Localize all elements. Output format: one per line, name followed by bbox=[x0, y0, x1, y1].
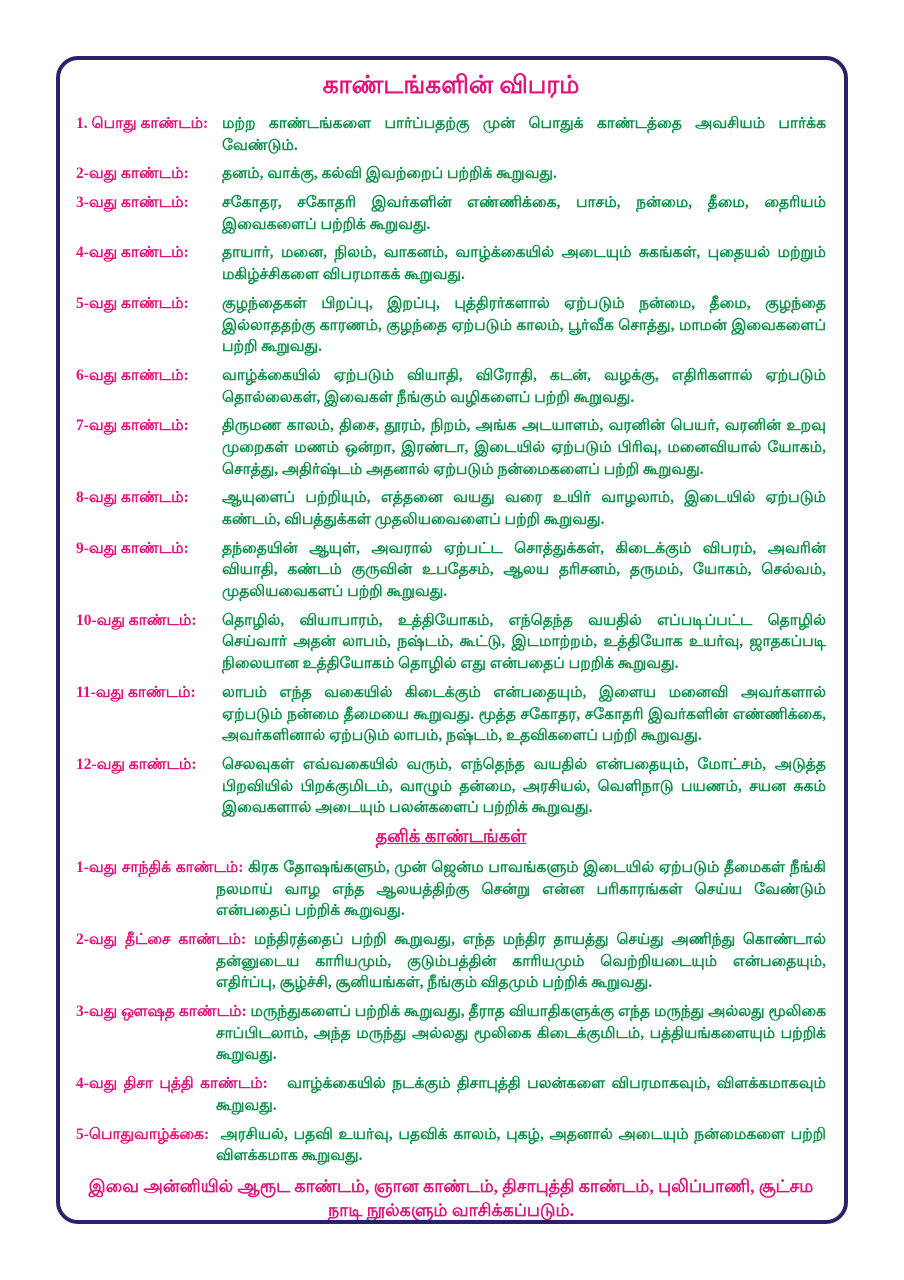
special-kandam-label: 1-வது சாந்திக் காண்டம்: bbox=[76, 858, 244, 876]
kandam-description: மற்ற காண்டங்களை பார்ப்பதற்கு முன் பொதுக் காண்டத்தை அவசியம் பார்க்க வேண்டும். bbox=[222, 115, 826, 154]
special-section-heading: தனிக் காண்டங்கள் bbox=[375, 825, 527, 846]
special-kandam-item bbox=[76, 857, 826, 922]
kandam-item bbox=[76, 610, 826, 675]
kandam-item bbox=[76, 754, 826, 819]
kandam-description: வாழ்க்கையில் ஏற்படும் வியாதி, விரோதி, கடன், வழக்கு, எதிரிகளால் ஏற்படும் தொல்லைகள், இவைகள் நீங்கும் வழிகளைப் பற்றி கூறுவது. bbox=[222, 366, 826, 406]
special-kandam-item bbox=[76, 1073, 826, 1116]
kandam-item bbox=[76, 365, 826, 408]
special-kandam-item bbox=[76, 929, 826, 994]
kandam-item bbox=[76, 538, 826, 603]
kandam-label: 10-வது காண்டம்: bbox=[76, 611, 197, 629]
kandam-item bbox=[76, 487, 826, 530]
kandam-item bbox=[76, 163, 826, 185]
kandam-label: 2-வது காண்டம்: bbox=[76, 165, 189, 183]
kandam-label: 3-வது காண்டம்: bbox=[76, 194, 189, 212]
kandam-item bbox=[76, 192, 826, 235]
kandam-description: தந்தையின் ஆயுள், அவரால் ஏற்பட்ட சொத்துக்கள், கிடைக்கும் விபரம், அவரின் வியாதி, கண்டம் குருவின் உபதேசம், ஆலய தரிசனம், தருமம், யோகம், செல்வம், முதலியவைகளப் பற்றி கூறுவது. bbox=[222, 539, 826, 601]
kandam-label: 6-வது காண்டம்: bbox=[76, 366, 189, 384]
kandam-label: 7-வது காண்டம்: bbox=[76, 417, 189, 435]
kandam-item bbox=[76, 682, 826, 747]
page-frame bbox=[56, 56, 848, 1224]
special-kandam-item bbox=[76, 1001, 826, 1066]
kandam-description: தொழில், வியாபாரம், உத்தியோகம், எந்தெந்த வயதில் எப்படிப்பட்ட தொழில் செய்வார் அதன் லாபம், நஷ்டம், கூட்டு, இடமாற்றம், உத்தியோக உயர்வு, ஜாதகப்படி நிலையான உத்தியோகம் தொழில் எது என்பதைப் பறறிக் கூறுவது. bbox=[222, 611, 826, 673]
kandam-item bbox=[76, 293, 826, 358]
page-title: காண்டங்களின் விபரம் bbox=[322, 72, 580, 99]
kandam-label: 1. பொது காண்டம்: bbox=[76, 115, 209, 132]
footer-note: இவை அன்னியில் ஆரூட காண்டம், ஞான காண்டம், திசாபுத்தி காண்டம், புலிப்பாணி, சூட்சம நாடி நூல்களும் வாசிக்கப்படும். bbox=[88, 1175, 814, 1221]
special-kandam-label: 5-பொதுவாழ்க்கை: bbox=[76, 1125, 210, 1143]
special-kandam-label: 2-வது தீட்சை காண்டம்: bbox=[76, 931, 247, 948]
kandam-item bbox=[76, 415, 826, 480]
special-kandam-label: 3-வது ஔஷத காண்டம்: bbox=[76, 1003, 247, 1021]
kandam-item bbox=[76, 242, 826, 285]
kandam-description: செலவுகள் எவ்வகையில் வரும், எந்தெந்த வயதில் என்பதையும், மோட்சம், அடுத்த பிறவியில் பிறக்குமிடம், வாழும் தன்மை, அரசியல், வெளிநாடு பயணம், சயன சுகம் இவைகளால் அடையும் பலன்களைப் பற்றிக் கூறுவது. bbox=[222, 755, 826, 817]
kandam-description: தாயார், மனை, நிலம், வாகனம், வாழ்க்கையில் அடையும் சுகங்கள், புதையல் மற்றும் மகிழ்ச்சிகளை விபரமாகக் கூறுவது. bbox=[222, 244, 826, 284]
kandam-label: 5-வது காண்டம்: bbox=[76, 294, 189, 312]
kandam-description: குழந்தைகள் பிறப்பு, இறப்பு, புத்திரர்களால் ஏற்படும் நன்மை, தீமை, குழந்தை இல்லாததற்கு காரணம், குழந்தை ஏற்படும் காலம், பூர்வீக சொத்து, மாமன் இவைகளைப் பற்றி கூறுவது. bbox=[222, 294, 826, 356]
special-kandam-description: அரசியல், பதவி உயர்வு, பதவிக் காலம், புகழ், அதனால் அடையும் நன்மைகளை பற்றி விளக்கமாக கூறுவது. bbox=[216, 1125, 826, 1165]
special-kandam-description: மருந்துகளைப் பற்றிக் கூறுவது, தீராத வியாதிகளுக்கு எந்த மருந்து அல்லது மூலிகை சாப்பிடலாம், அந்த மருந்து அல்லது மூலிகை கிடைக்குமிடம், பத்தியங்களையும் பற்றிக் கூறுவது. bbox=[216, 1003, 827, 1064]
special-kandam-description: வாழ்க்கையில் நடக்கும் திசாபுத்தி பலன்களை விபரமாகவும், விளக்கமாகவும் கூறுவது. bbox=[216, 1075, 827, 1114]
kandam-label: 8-வது காண்டம்: bbox=[76, 489, 189, 507]
kandam-label: 4-வது காண்டம்: bbox=[76, 244, 189, 262]
kandam-description: ஆயுளைப் பற்றியும், எத்தனை வயது வரை உயிர் வாழலாம், இடையில் ஏற்படும் கண்டம், விபத்துக்கள் முதலியவைளைப் பற்றி கூறுவது. bbox=[222, 489, 826, 528]
special-kandam-label: 4-வது திசா புத்தி காண்டம்: bbox=[76, 1075, 268, 1093]
special-kandam-item bbox=[76, 1124, 826, 1167]
kandam-item bbox=[76, 113, 826, 156]
kandam-description: லாபம் எந்த வகையில் கிடைக்கும் என்பதையும், இளைய மனைவி அவர்களால் ஏற்படும் நன்மை தீமையை கூறுவது. மூத்த சகோதர, சகோதரி இவர்களின் எண்ணிக்கை, அவர்களினால் ஏற்படும் லாபம், நஷ்டம், உதவிகளைப் பற்றி கூறுவது. bbox=[222, 683, 826, 745]
kandam-description: தனம், வாக்கு, கல்வி இவற்றைப் பற்றிக் கூறுவது. bbox=[222, 165, 557, 183]
kandam-label: 12-வது காண்டம்: bbox=[76, 755, 197, 773]
kandam-label: 9-வது காண்டம்: bbox=[76, 539, 189, 557]
kandam-description: திருமண காலம், திசை, தூரம், நிறம், அங்க அடயாளம், வரனின் பெயர், வரனின் உறவு முறைகள் மணம் ஒன்றா, இரண்டா, இடையில் ஏற்படும் பிரிவு, மனைவியால் யோகம், சொத்து, அதிர்ஷ்டம் அதனால் ஏற்படும் நன்மைகளைப் பற்றி கூறுவது. bbox=[222, 417, 826, 478]
kandam-label: 11-வது காண்டம்: bbox=[76, 683, 196, 701]
special-kandam-description: மந்திரத்தைப் பற்றி கூறுவது, எந்த மந்திர தாயத்து செய்து அணிந்து கொண்டால் தன்னுடைய காரியமும், குடும்பத்தின் காரியமும் வெற்றியடையும் என்பதையும், எதிர்ப்பு, சூழ்ச்சி, சூனியங்கள், நீங்கும் விதமும் பற்றிக் கூறுவது. bbox=[216, 931, 826, 992]
kandam-description: சகோதர, சகோதரி இவர்களின் எண்ணிக்கை, பாசம், நன்மை, தீமை, தைரியம் இவைகளைப் பற்றிக் கூறுவது. bbox=[222, 194, 826, 233]
special-kandam-description: கிரக தோஷங்களும், முன் ஜென்ம பாவங்களும் இடையில் ஏற்படும் தீமைகள் நீங்கி நலமாய் வாழ எந்த ஆலயத்திற்கு சென்று என்ன பரிகாரங்கள் செய்ய வேண்டும் என்பதைப் பற்றிக் கூறுவது. bbox=[216, 858, 826, 920]
